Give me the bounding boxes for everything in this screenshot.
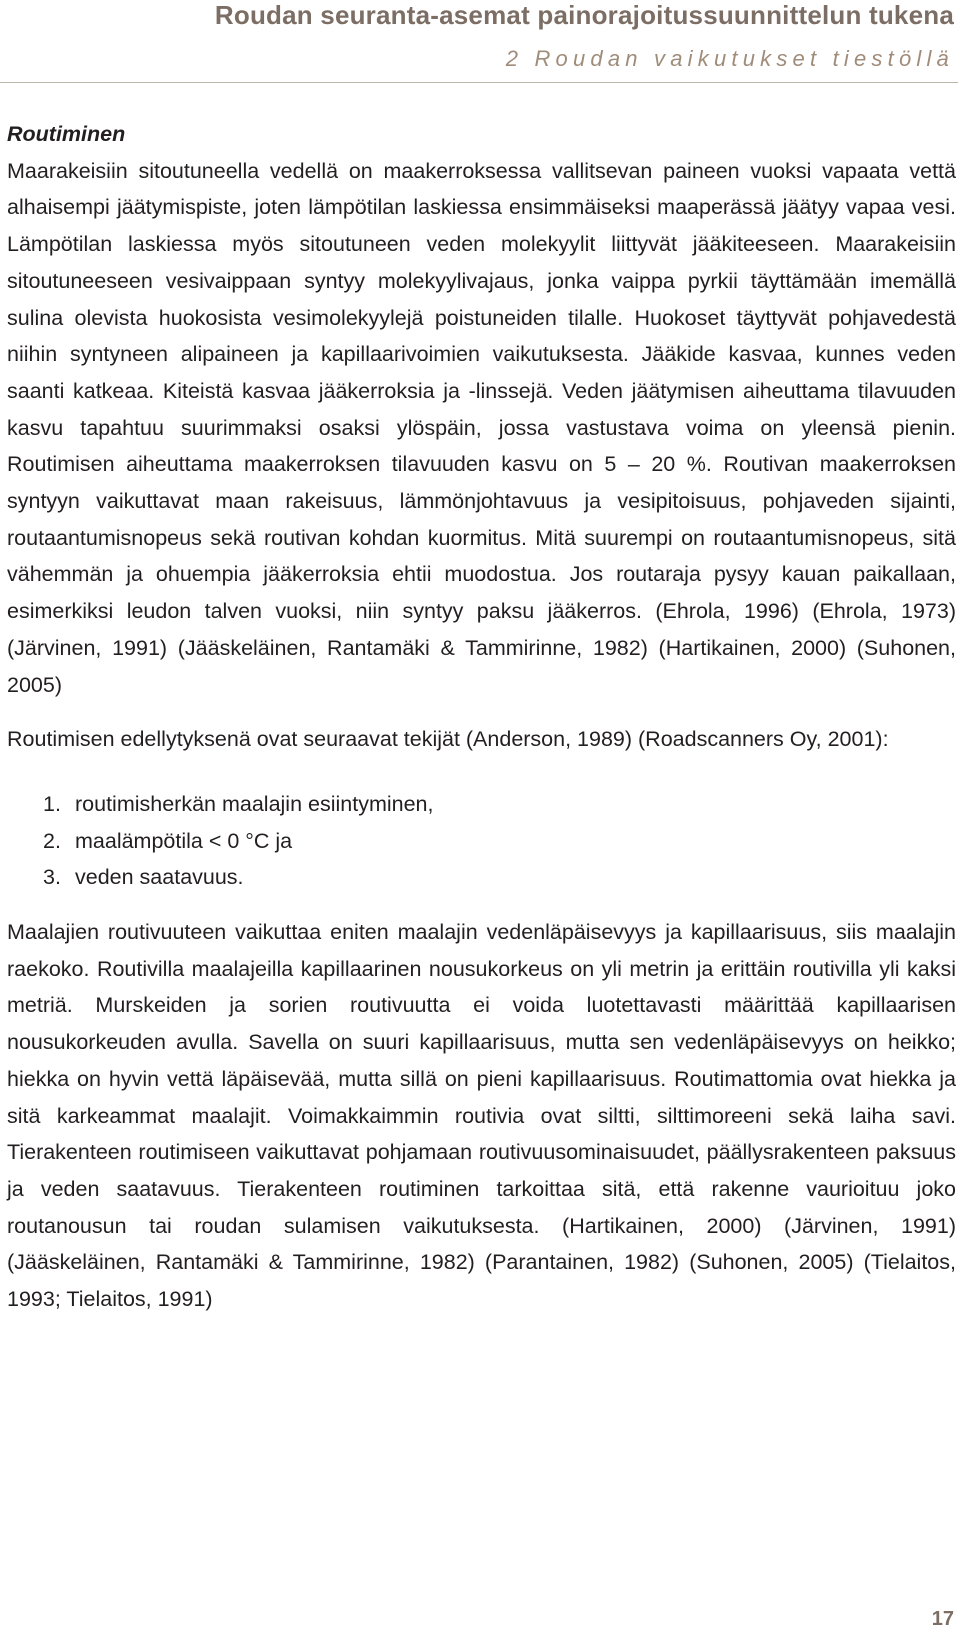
section-heading: Routiminen	[7, 122, 126, 146]
page-body	[7, 116, 956, 1318]
chapter-title: 2 Roudan vaikutukset tiestöllä	[505, 46, 954, 71]
page-header	[0, 0, 960, 84]
list-item-text: maalämpötila < 0 °C ja	[75, 828, 293, 853]
list-item-text: veden saatavuus.	[75, 865, 244, 890]
document-title: Roudan seuranta-asemat painorajoitussuunnittelun tukena	[214, 0, 954, 30]
page-number: 17	[931, 1608, 954, 1630]
list-item-number: 2.	[43, 828, 61, 853]
list-item-number: 1.	[43, 791, 61, 816]
paragraph-frost-heave: Maarakeisiin sitoutuneella vedellä on maakerroksessa vallitsevan paineen vuoksi vapaata vettä alhaisempi jäätymispiste, joten lämpötilan laskiessa ensimmäiseksi maaperässä jäätyy vapaa vesi. Lämpötilan laskiessa myös sitoutuneen veden molekyylit liittyvät jääkiteeseen. Maarakeisiin sitoutuneeseen vesivaippaan syntyy molekyylivajaus, jonka vaippa pyrkii täyttämään imemällä sulina olevista huokosista vesimolekyylejä poistuneiden tilalle. Huokoset täyttyvät pohjavedestä niihin syntyneen alipaineen ja kapillaarivoimien vaikutuksesta. Jääkide kasvaa, kunnes veden saanti katkeaa. Kiteistä kasvaa jääkerroksia ja -linssejä. Veden jäätymisen aiheuttama tilavuuden kasvu tapahtuu suurimmaksi osaksi ylöspäin, jossa vastustava voima on yleensä pienin. Routimisen aiheuttama maakerroksen tilavuuden kasvu on 5 – 20 %. Routivan maakerroksen syntyyn vaikuttavat maan rakeisuus, lämmönjohtavuus ja vesipitoisuus, pohjaveden sijainti, routaantumisnopeus sekä routivan kohdan kuormitus. Mitä suurempi on routaantumisnopeus, sitä vähemmän ja ohuempia jääkerroksia ehtii muodostua. Jos routaraja pysyy kauan paikallaan, esimerkiksi leudon talven vuoksi, niin syntyy paksu jääkerros. (Ehrola, 1996) (Ehrola, 1973) (Järvinen, 1991) (Jääskeläinen, Rantamäki & Tammirinne, 1982) (Hartikainen, 2000) (Suhonen, 2005)	[7, 158, 956, 697]
header-divider	[0, 82, 958, 83]
list-item	[7, 823, 956, 860]
conditions-list	[7, 786, 956, 896]
list-item-text: routimisherkän maalajin esiintyminen,	[75, 791, 434, 816]
paragraph-conditions-intro: Routimisen edellytyksenä ovat seuraavat tekijät (Anderson, 1989) (Roadscanners Oy, 2001):	[7, 727, 889, 752]
list-item-number: 3.	[43, 865, 61, 890]
list-item	[7, 786, 956, 823]
list-item	[7, 859, 956, 896]
paragraph-soil-frost-susceptibility: Maalajien routivuuteen vaikuttaa eniten maalajin vedenläpäisevyys ja kapillaarisuus, siis maalajin raekoko. Routivilla maalajeilla kapillaarinen nousukorkeus on yli metrin ja erittäin routivilla yli kaksi metriä. Murskeiden ja sorien routivuutta ei voida luotettavasti määrittää kapillaarisen nousukorkeuden avulla. Savella on suuri kapillaarisuus, mutta sen vedenläpäisevyys on heikko; hiekka on hyvin vettä läpäisevää, mutta sillä on pieni kapillaarisuus. Routimattomia ovat hiekka ja sitä karkeammat maalajit. Voimakkaimmin routivia ovat siltti, silttimoreeni sekä laiha savi. Tierakenteen routimiseen vaikuttavat pohjamaan routivuusominaisuudet, päällysrakenteen paksuus ja veden saatavuus. Tierakenteen routiminen tarkoittaa sitä, että rakenne vaurioituu joko routanousun tai roudan sulamisen vaikutuksesta. (Hartikainen, 2000) (Järvinen, 1991) (Jääskeläinen, Rantamäki & Tammirinne, 1982) (Parantainen, 1982) (Suhonen, 2005) (Tielaitos, 1993; Tielaitos, 1991)	[7, 920, 956, 1312]
